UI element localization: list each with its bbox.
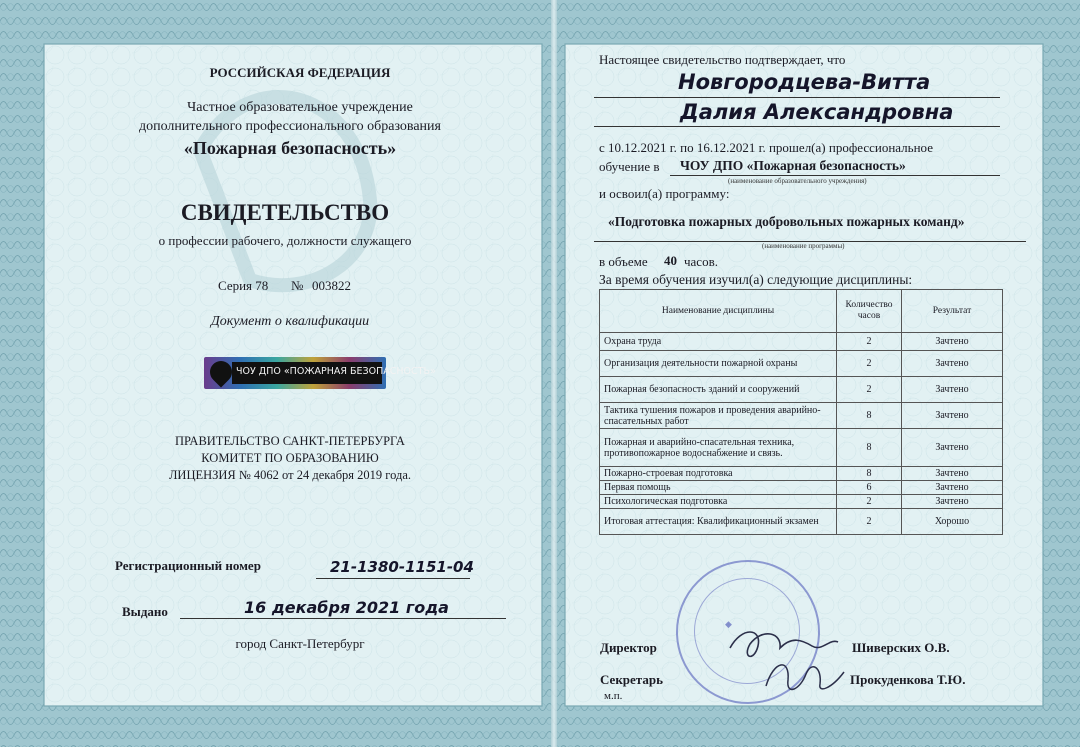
city-label: город Санкт-Петербург bbox=[235, 636, 365, 651]
secretary-name: Прокуденкова Т.Ю. bbox=[850, 672, 966, 687]
discipline-name: Психологическая подготовка bbox=[600, 495, 837, 509]
gov-line1: ПРАВИТЕЛЬСТВО САНКТ-ПЕТЕРБУРГА bbox=[175, 434, 405, 448]
hologram-text: ЧОУ ДПО «ПОЖАРНАЯ БЕЗОПАСНОСТЬ» bbox=[236, 366, 436, 377]
number-value: 003822 bbox=[312, 278, 351, 293]
table-row bbox=[600, 509, 1003, 535]
institution-line2: дополнительного профессионального образования bbox=[139, 119, 441, 134]
discipline-name: Пожарно-строевая подготовка bbox=[600, 467, 837, 481]
secretary-signature bbox=[760, 650, 850, 700]
issued-date: 16 декабря 2021 года bbox=[244, 598, 449, 617]
discipline-hours: 8 bbox=[837, 467, 902, 481]
registration-number: 21-1380-1151-04 bbox=[330, 558, 474, 576]
director-name: Шиверских О.В. bbox=[852, 640, 950, 655]
discipline-result: Зачтено bbox=[902, 377, 1003, 403]
discipline-result: Зачтено bbox=[902, 351, 1003, 377]
discipline-result: Зачтено bbox=[902, 495, 1003, 509]
document-subtitle: о профессии рабочего, должности служащего bbox=[158, 233, 412, 248]
discipline-result: Хорошо bbox=[902, 509, 1003, 535]
org-caption: (наименование образовательного учреждения) bbox=[728, 177, 867, 185]
org-underline bbox=[670, 175, 1000, 176]
table-row bbox=[600, 467, 1003, 481]
volume-prefix: в объеме bbox=[599, 254, 648, 269]
gov-line3: ЛИЦЕНЗИЯ № 4062 от 24 декабря 2019 года. bbox=[168, 468, 412, 482]
secretary-label: Секретарь bbox=[600, 672, 663, 687]
qualification-label: Документ о квалификации bbox=[210, 314, 370, 329]
discipline-hours: 2 bbox=[837, 351, 902, 377]
institution-name: «Пожарная безопасность» bbox=[183, 138, 397, 158]
discipline-name: Пожарная безопасность зданий и сооружений bbox=[600, 377, 837, 403]
director-label: Директор bbox=[600, 640, 657, 655]
volume-suffix: часов. bbox=[684, 254, 718, 269]
discipline-name: Итоговая аттестация: Квалификационный экзамен bbox=[600, 509, 837, 535]
center-fold bbox=[551, 0, 557, 747]
program-intro: и освоил(а) программу: bbox=[599, 186, 730, 201]
issued-label: Выдано bbox=[122, 604, 168, 619]
program-caption: (наименование программы) bbox=[762, 242, 845, 250]
discipline-name: Организация деятельности пожарной охраны bbox=[600, 351, 837, 377]
number-label: № bbox=[291, 278, 304, 293]
discipline-hours: 6 bbox=[837, 481, 902, 495]
intro-text: Настоящее свидетельство подтверждает, что bbox=[599, 52, 846, 67]
discipline-result: Зачтено bbox=[902, 403, 1003, 429]
discipline-name: Первая помощь bbox=[600, 481, 837, 495]
discipline-hours: 2 bbox=[837, 377, 902, 403]
discipline-name: Пожарная и аварийно-спасательная техника, противопожарное водоснабжение и связь. bbox=[600, 429, 837, 467]
discipline-name: Охрана труда bbox=[600, 333, 837, 351]
stamp-logo-icon: ◆ bbox=[725, 620, 732, 630]
training-period: с 10.12.2021 г. по 16.12.2021 г. прошел(а) профессиональное bbox=[599, 140, 933, 155]
seal-place-label: м.п. bbox=[604, 690, 623, 702]
volume-hours: 40 bbox=[664, 253, 677, 268]
table-row bbox=[600, 481, 1003, 495]
document-title: СВИДЕТЕЛЬСТВО bbox=[180, 200, 390, 225]
discipline-result: Зачтено bbox=[902, 467, 1003, 481]
discipline-hours: 8 bbox=[837, 429, 902, 467]
surname-underline bbox=[594, 97, 1000, 98]
header-hours: Количество часов bbox=[837, 290, 902, 333]
discipline-hours: 2 bbox=[837, 509, 902, 535]
holder-surname: Новгородцева-Витта bbox=[678, 70, 931, 94]
table-row bbox=[600, 351, 1003, 377]
hologram-sticker bbox=[204, 357, 436, 389]
table-row bbox=[600, 429, 1003, 467]
series-label: Серия 78 bbox=[218, 278, 269, 293]
header-result: Результат bbox=[902, 290, 1003, 333]
disciplines-table bbox=[599, 289, 1003, 535]
program-name: «Подготовка пожарных добровольных пожарных команд» bbox=[608, 214, 965, 229]
gov-line2: КОМИТЕТ ПО ОБРАЗОВАНИЮ bbox=[201, 451, 379, 465]
training-prefix: обучение в bbox=[599, 159, 660, 174]
name-underline bbox=[594, 126, 1000, 127]
table-row bbox=[600, 377, 1003, 403]
holder-given-names: Далия Александровна bbox=[680, 100, 954, 124]
table-row bbox=[600, 403, 1003, 429]
discipline-hours: 2 bbox=[837, 495, 902, 509]
discipline-hours: 2 bbox=[837, 333, 902, 351]
country-name: РОССИЙСКАЯ ФЕДЕРАЦИЯ bbox=[209, 65, 391, 80]
registration-underline bbox=[316, 578, 470, 579]
discipline-result: Зачтено bbox=[902, 481, 1003, 495]
registration-label: Регистрационный номер bbox=[115, 558, 261, 573]
header-discipline: Наименование дисциплины bbox=[600, 290, 837, 333]
discipline-result: Зачтено bbox=[902, 333, 1003, 351]
institution-line1: Частное образовательное учреждение bbox=[187, 100, 413, 115]
training-organization: ЧОУ ДПО «Пожарная безопасность» bbox=[680, 158, 906, 173]
issued-underline bbox=[180, 618, 506, 619]
discipline-result: Зачтено bbox=[902, 429, 1003, 467]
table-header-row bbox=[600, 290, 1003, 333]
table-row bbox=[600, 495, 1003, 509]
discipline-name: Тактика тушения пожаров и проведения аварийно-спасательных работ bbox=[600, 403, 837, 429]
discipline-hours: 8 bbox=[837, 403, 902, 429]
table-row bbox=[600, 333, 1003, 351]
disciplines-intro: За время обучения изучил(а) следующие дисциплины: bbox=[599, 272, 913, 287]
